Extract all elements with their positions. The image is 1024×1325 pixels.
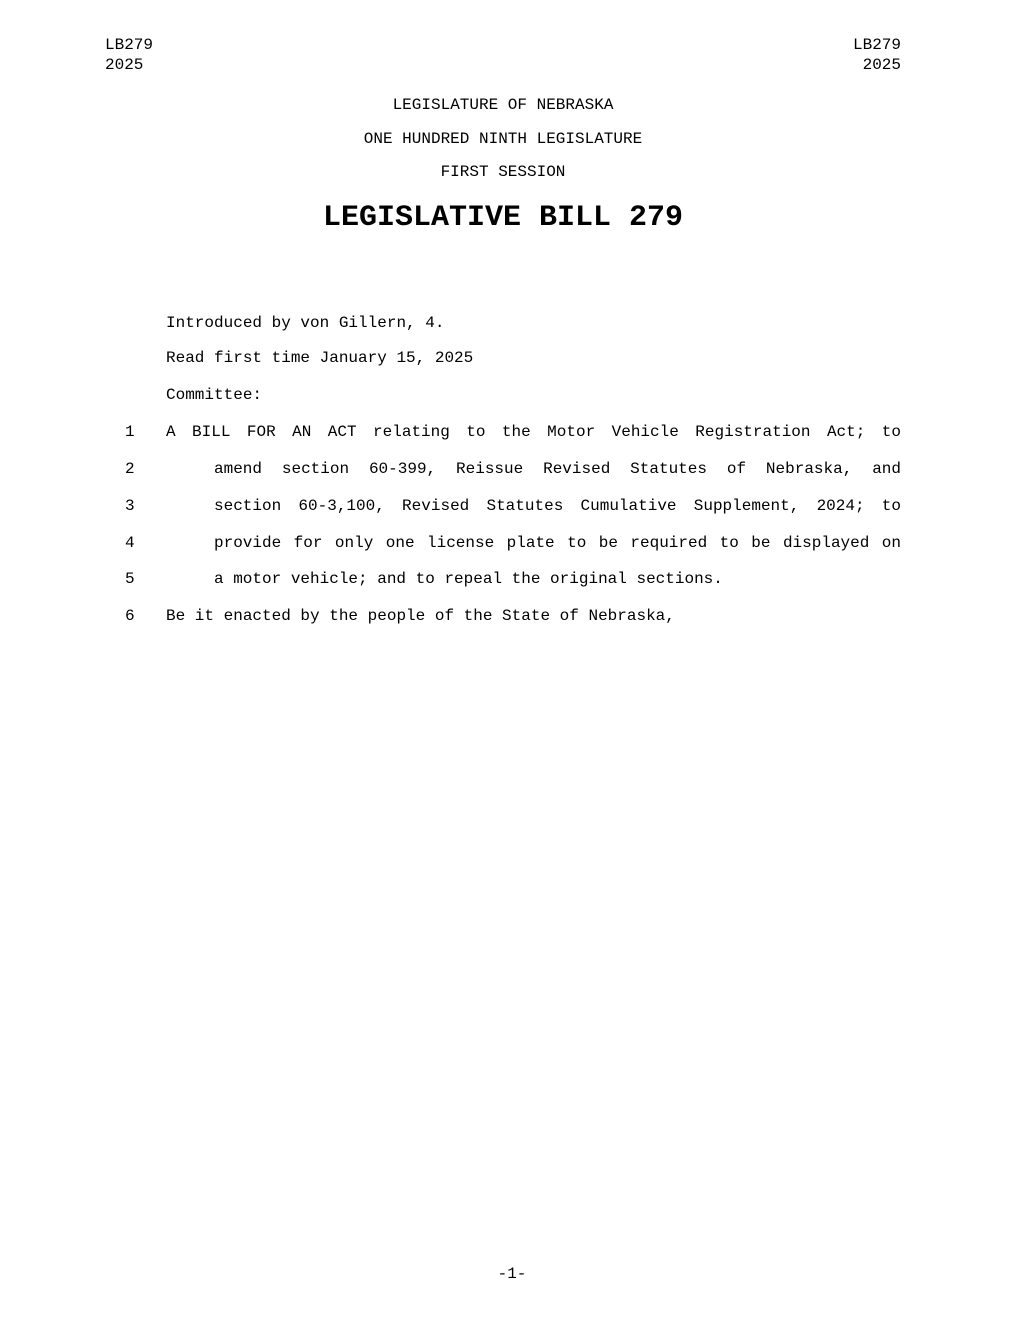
line-number: 5 [125,570,135,588]
session-name-heading: ONE HUNDRED NINTH LEGISLATURE [363,130,643,148]
bill-line: provide for only one license plate to be required to be displayed on [214,534,901,552]
header-right-bill: LB279 [852,36,901,54]
bill-line: amend section 60-399, Reissue Revised Statutes of Nebraska, and [214,460,901,478]
line-number: 4 [125,534,135,552]
committee-label: Committee: [166,386,263,404]
header-left [105,35,153,75]
header-left-bill: LB279 [105,36,154,54]
session-heading: FIRST SESSION [440,163,566,181]
read-first-time: Read first time January 15, 2025 [166,349,474,367]
bill-line: A BILL FOR AN ACT relating to the Motor Vehicle Registration Act; to [166,423,901,441]
line-number: 3 [125,497,135,515]
header-right-year: 2025 [862,56,901,74]
header-right [850,35,901,75]
introduced-by: Introduced by von Gillern, 4. [166,314,445,332]
legislature-heading: LEGISLATURE OF NEBRASKA [392,96,614,114]
bill-line: a motor vehicle; and to repeal the original sections. [214,570,723,588]
line-number: 1 [125,423,135,441]
line-number: 6 [125,607,135,625]
bill-title: LEGISLATIVE BILL 279 [322,201,684,235]
header-left-year: 2025 [105,56,144,74]
bill-line: section 60-3,100, Revised Statutes Cumulative Supplement, 2024; to [214,497,901,515]
page-number: -1- [497,1265,527,1283]
enacting-clause: Be it enacted by the people of the State of Nebraska, [166,607,675,625]
line-number: 2 [125,460,135,478]
